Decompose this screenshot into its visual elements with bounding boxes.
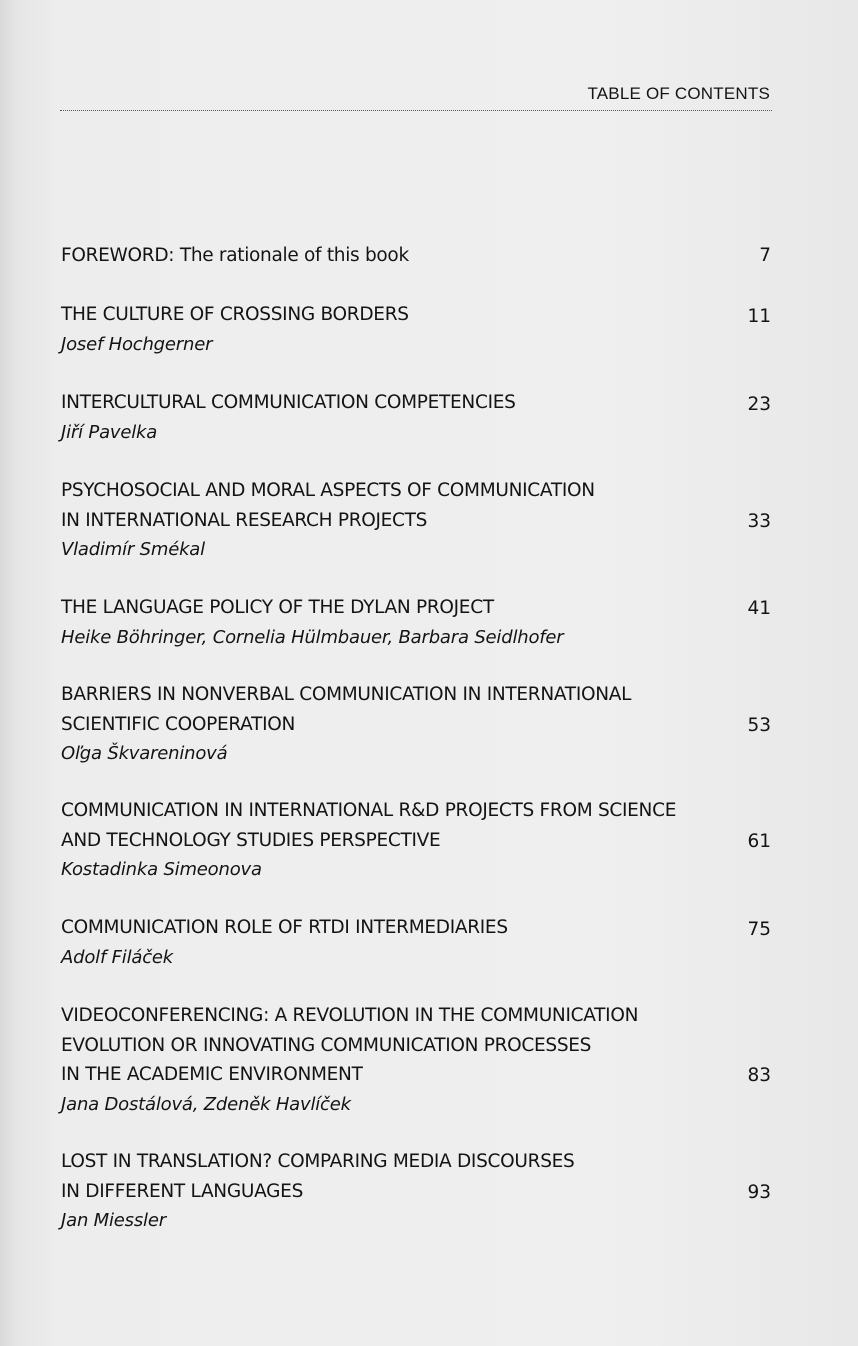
entry-title-line: BARRIERS IN NONVERBAL COMMUNICATION IN INTERNATIONAL <box>61 684 632 705</box>
entry-title-line: IN INTERNATIONAL RESEARCH PROJECTS <box>61 509 428 531</box>
entry-author: Josef Hochgerner <box>61 333 213 355</box>
toc-entry <box>61 1147 773 1235</box>
toc-entry <box>61 796 773 884</box>
entry-title-line: SCIENTIFIC COOPERATION <box>61 713 296 735</box>
entry-title-line: EVOLUTION OR INNOVATING COMMUNICATION PROCESSES <box>61 1034 592 1056</box>
entry-author: Jana Dostálová, Zdeněk Havlíček <box>61 1093 351 1115</box>
entry-title-line: INTERCULTURAL COMMUNICATION COMPETENCIES <box>61 392 516 413</box>
toc-entry <box>61 388 773 447</box>
entry-title-line: COMMUNICATION IN INTERNATIONAL R&D PROJECTS FROM SCIENCE <box>61 800 677 821</box>
toc-entry <box>61 300 773 359</box>
toc-entry <box>61 593 773 652</box>
toc-entry <box>61 241 773 271</box>
page-number: 53 <box>747 715 771 736</box>
page-number: 33 <box>747 511 771 532</box>
entry-author: Jan Miessler <box>61 1210 166 1231</box>
page-number: 83 <box>747 1065 771 1086</box>
page-number: 11 <box>747 306 771 327</box>
page-number: 7 <box>759 245 771 266</box>
page-number: 61 <box>747 831 771 852</box>
entry-author: Kostadinka Simeonova <box>61 859 262 880</box>
entry-title-line: VIDEOCONFERENCING: A REVOLUTION IN THE COMMUNICATION <box>61 1005 639 1026</box>
toc-entry <box>61 476 773 564</box>
entry-author: Adolf Filáček <box>61 946 173 968</box>
entry-title-line: THE CULTURE OF CROSSING BORDERS <box>61 304 409 325</box>
page-number: 41 <box>747 598 771 619</box>
entry-author: Jiří Pavelka <box>61 421 158 443</box>
page-number: 75 <box>747 919 771 940</box>
page-number: 23 <box>747 394 771 415</box>
entry-title-line: PSYCHOSOCIAL AND MORAL ASPECTS OF COMMUNICATION <box>61 480 595 501</box>
entry-author: Vladimír Smékal <box>61 539 205 560</box>
running-title: TABLE OF CONTENTS <box>587 84 770 103</box>
toc-entry <box>61 1001 773 1119</box>
entry-author: Heike Böhringer, Cornelia Hülmbauer, Barbara Seidlhofer <box>61 626 564 648</box>
entry-title-line: LOST IN TRANSLATION? COMPARING MEDIA DISCOURSES <box>61 1151 575 1172</box>
entry-title-line: COMMUNICATION ROLE OF RTDI INTERMEDIARIES <box>61 917 508 938</box>
toc-entry <box>61 680 773 768</box>
entry-author: Oľga Škvareninová <box>61 743 228 764</box>
toc-entry <box>61 913 773 972</box>
entry-title-line: IN DIFFERENT LANGUAGES <box>61 1180 304 1202</box>
running-head <box>60 80 772 111</box>
entry-title-line: FOREWORD: The rationale of this book <box>61 245 409 266</box>
entry-title-line: AND TECHNOLOGY STUDIES PERSPECTIVE <box>61 829 441 851</box>
page-number: 93 <box>747 1182 771 1203</box>
entry-title-line: IN THE ACADEMIC ENVIRONMENT <box>61 1064 363 1085</box>
entry-title-line: THE LANGUAGE POLICY OF THE DYLAN PROJECT <box>61 597 494 618</box>
